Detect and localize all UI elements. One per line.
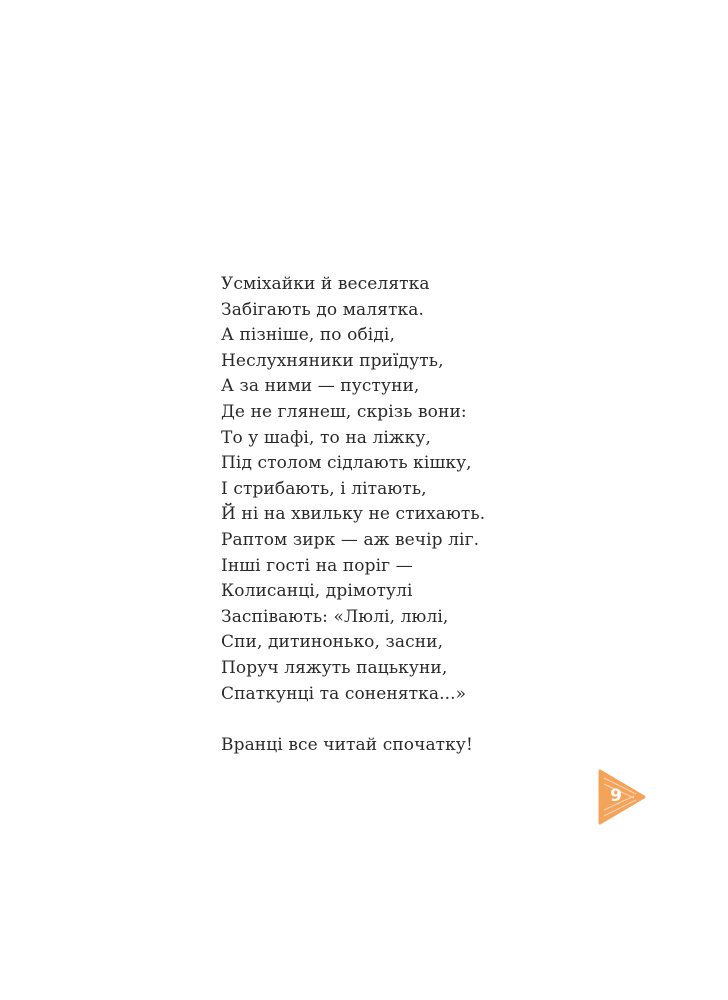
poem-final-line: Вранці все читай спочатку!	[221, 735, 473, 755]
poem-line: Де не глянеш, скрізь вони:	[221, 401, 467, 422]
poem-line: Інші гості на поріг —	[221, 555, 413, 576]
poem-line: Раптом зирк — аж вечір ліг.	[221, 529, 480, 550]
poem-line: То у шафі, то на ліжку,	[221, 427, 431, 448]
poem-line: Й ні на хвильку не стихають.	[221, 504, 486, 525]
poem-line: І стрибають, і літають,	[221, 478, 427, 499]
poem-line: А за ними — пустуни,	[221, 376, 420, 397]
poem-line: Заспівають: «Люлі, люлі,	[221, 606, 449, 627]
page-number: 9	[610, 786, 622, 806]
page-number-badge	[596, 768, 648, 826]
poem-line: Під столом сідлають кішку,	[221, 453, 472, 474]
poem-line: Поруч ляжуть пацькуни,	[221, 657, 448, 678]
poem-line: А пізніше, по обіді,	[221, 325, 395, 346]
poem-line: Спи, дитинонько, засни,	[221, 632, 444, 653]
poem-line: Забігають до малятка.	[221, 299, 424, 320]
poem-line: Спаткунці та соненятка...»	[221, 683, 467, 704]
poem-line: Неслухняники приїдуть,	[221, 350, 444, 371]
poem-stanza	[221, 272, 541, 707]
poem-line: Усміхайки й веселятка	[221, 274, 430, 294]
poem-line: Колисанці, дрімотулі	[221, 581, 413, 602]
